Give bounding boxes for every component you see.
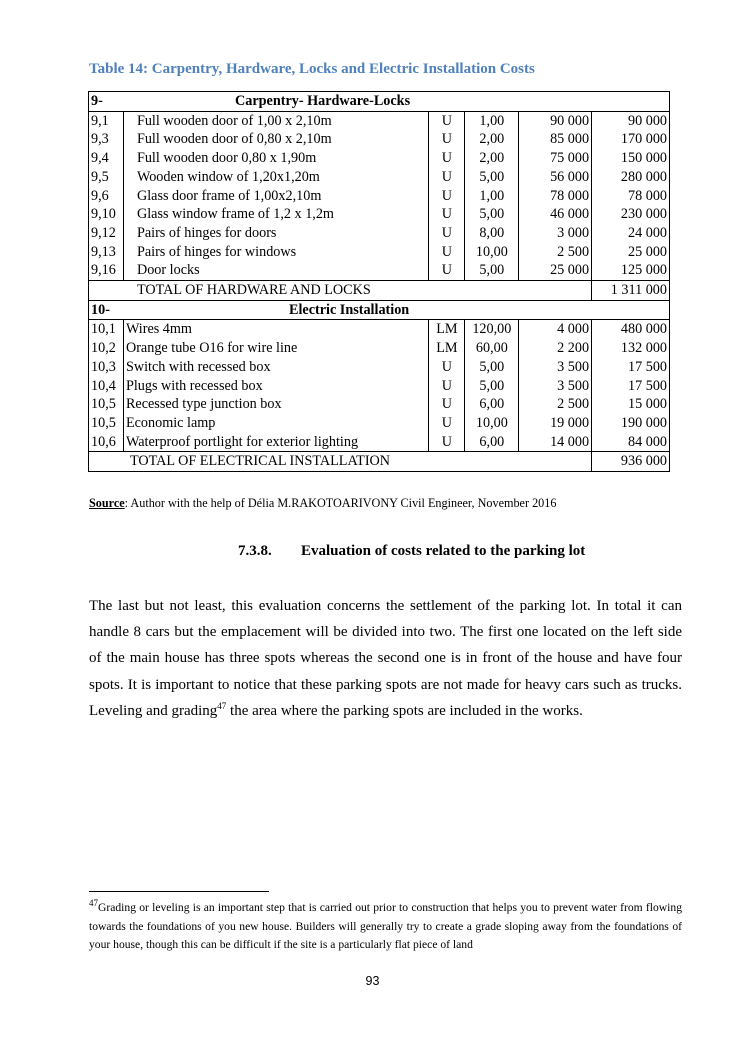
row-description: Full wooden door of 0,80 x 2,10m [123,130,429,149]
row-unit: U [429,224,465,243]
row-quantity: 5,00 [465,377,519,396]
footnote-marker: 47 [89,898,98,909]
heading-title: Evaluation of costs related to the parking lot [301,543,586,559]
table-row [89,414,670,433]
row-quantity: 1,00 [465,111,519,130]
row-number: 9,5 [89,168,124,187]
row-number: 10,4 [89,377,124,396]
row-unit: U [429,395,465,414]
row-unit: U [429,187,465,206]
row-quantity: 5,00 [465,358,519,377]
row-unit-price: 85 000 [519,130,592,149]
row-number: 10,1 [89,320,124,339]
source-text: : Author with the help of Délia M.RAKOTOARIVONY Civil Engineer, November 2016 [124,496,557,510]
row-unit-price: 2 500 [519,395,592,414]
row-total: 84 000 [592,433,670,452]
row-unit-price: 3 000 [519,224,592,243]
table-row [89,111,670,130]
body-paragraph [89,593,682,724]
table-row [89,168,670,187]
row-description: Switch with recessed box [123,358,429,377]
row-total: 15 000 [592,395,670,414]
row-unit: LM [429,339,465,358]
row-unit-price: 2 200 [519,339,592,358]
row-unit-price: 56 000 [519,168,592,187]
row-unit-price: 14 000 [519,433,592,452]
row-description: Plugs with recessed box [123,377,429,396]
row-description: Door locks [123,261,429,280]
row-number: 9,4 [89,149,124,168]
row-quantity: 5,00 [465,168,519,187]
table-row [89,130,670,149]
row-number: 9,6 [89,187,124,206]
row-number: 9,16 [89,261,124,280]
row-total: 150 000 [592,149,670,168]
row-quantity: 60,00 [465,339,519,358]
section-code: 10- [91,301,110,318]
row-description: Pairs of hinges for windows [123,243,429,262]
row-unit-price: 78 000 [519,187,592,206]
row-unit-price: 25 000 [519,261,592,280]
section-header [89,300,670,320]
row-unit: U [429,168,465,187]
row-quantity: 6,00 [465,433,519,452]
row-number: 9,1 [89,111,124,130]
row-total: 25 000 [592,243,670,262]
section-total-value: 1 311 000 [592,281,670,301]
row-unit: U [429,433,465,452]
row-total: 230 000 [592,205,670,224]
row-unit: U [429,243,465,262]
row-unit: U [429,377,465,396]
row-unit: U [429,149,465,168]
row-description: Recessed type junction box [123,395,429,414]
row-number: 9,3 [89,130,124,149]
row-total: 125 000 [592,261,670,280]
section-title: Electric Installation [289,301,410,318]
row-total: 78 000 [592,187,670,206]
section-total-row [89,452,670,472]
row-total: 480 000 [592,320,670,339]
table-caption: Table 14: Carpentry, Hardware, Locks and Electric Installation Costs [89,61,535,77]
row-unit-price: 4 000 [519,320,592,339]
row-total: 280 000 [592,168,670,187]
row-quantity: 8,00 [465,224,519,243]
table-row [89,395,670,414]
row-unit: U [429,261,465,280]
row-total: 170 000 [592,130,670,149]
table-row [89,320,670,339]
row-quantity: 10,00 [465,243,519,262]
row-number: 10,6 [89,433,124,452]
table-row [89,377,670,396]
section-total-label: TOTAL OF HARDWARE AND LOCKS [89,281,592,301]
row-quantity: 10,00 [465,414,519,433]
row-unit-price: 19 000 [519,414,592,433]
section-code: 9- [91,93,103,109]
row-total: 90 000 [592,111,670,130]
row-total: 24 000 [592,224,670,243]
row-total: 17 500 [592,377,670,396]
row-unit: U [429,130,465,149]
row-description: Economic lamp [123,414,429,433]
cost-table [88,91,670,472]
row-number: 10,5 [89,414,124,433]
row-number: 9,12 [89,224,124,243]
row-quantity: 120,00 [465,320,519,339]
table-row [89,149,670,168]
table-row [89,433,670,452]
row-unit: LM [429,320,465,339]
row-unit-price: 2 500 [519,243,592,262]
source-note [89,496,556,511]
row-quantity: 2,00 [465,149,519,168]
row-total: 190 000 [592,414,670,433]
footnote [89,899,682,955]
row-unit: U [429,358,465,377]
row-quantity: 5,00 [465,205,519,224]
section-heading [238,543,585,560]
row-description: Wires 4mm [123,320,429,339]
table-row [89,261,670,280]
page-number: 93 [365,974,380,988]
row-quantity: 2,00 [465,130,519,149]
section-header [89,92,670,112]
row-description: Glass window frame of 1,2 x 1,2m [123,205,429,224]
row-total: 132 000 [592,339,670,358]
row-description: Wooden window of 1,20x1,20m [123,168,429,187]
row-unit: U [429,414,465,433]
row-unit-price: 3 500 [519,377,592,396]
row-description: Orange tube O16 for wire line [123,339,429,358]
section-title: Carpentry- Hardware-Locks [235,93,411,109]
row-total: 17 500 [592,358,670,377]
paragraph-text-after: the area where the parking spots are included in the works. [226,702,583,719]
table-row [89,205,670,224]
row-unit-price: 3 500 [519,358,592,377]
row-unit-price: 90 000 [519,111,592,130]
footnote-text: Grading or leveling is an important step that is carried out prior to construction that helps you to prevent water from flowing towards the foundations of you new house. Builders will generally try to create a grade sloping away from the foundations of your house, though this can be difficult if the site is a particularly flat piece of land [89,901,682,951]
row-quantity: 1,00 [465,187,519,206]
table-row [89,358,670,377]
row-unit: U [429,205,465,224]
row-number: 10,2 [89,339,124,358]
table-row [89,224,670,243]
row-description: Full wooden door of 1,00 x 2,10m [123,111,429,130]
row-quantity: 5,00 [465,261,519,280]
section-total-value: 936 000 [592,452,670,472]
row-unit-price: 75 000 [519,149,592,168]
table-row [89,339,670,358]
row-quantity: 6,00 [465,395,519,414]
row-unit: U [429,111,465,130]
paragraph-text-before: The last but not least, this evaluation concerns the settlement of the parking lot. In total it can handle 8 cars but the emplacement will be divided into two. The first one located on the left side of the main house has three spots whereas the second one is in front of the house and have four spots. It is important to notice that these parking spots are not made for heavy cars such as trucks. Leveling and grading [89,598,682,719]
section-total-label: TOTAL OF ELECTRICAL INSTALLATION [89,452,592,472]
footnote-reference[interactable]: 47 [217,700,227,711]
table-row [89,243,670,262]
row-number: 9,13 [89,243,124,262]
heading-number: 7.3.8. [238,543,272,559]
row-description: Glass door frame of 1,00x2,10m [123,187,429,206]
row-description: Full wooden door 0,80 x 1,90m [123,149,429,168]
row-number: 10,3 [89,358,124,377]
row-description: Pairs of hinges for doors [123,224,429,243]
section-total-row [89,281,670,301]
row-number: 9,10 [89,205,124,224]
row-number: 10,5 [89,395,124,414]
row-unit-price: 46 000 [519,205,592,224]
footnote-divider [89,891,269,892]
source-label: Source [89,496,125,510]
table-row [89,187,670,206]
row-description: Waterproof portlight for exterior lighting [123,433,429,452]
